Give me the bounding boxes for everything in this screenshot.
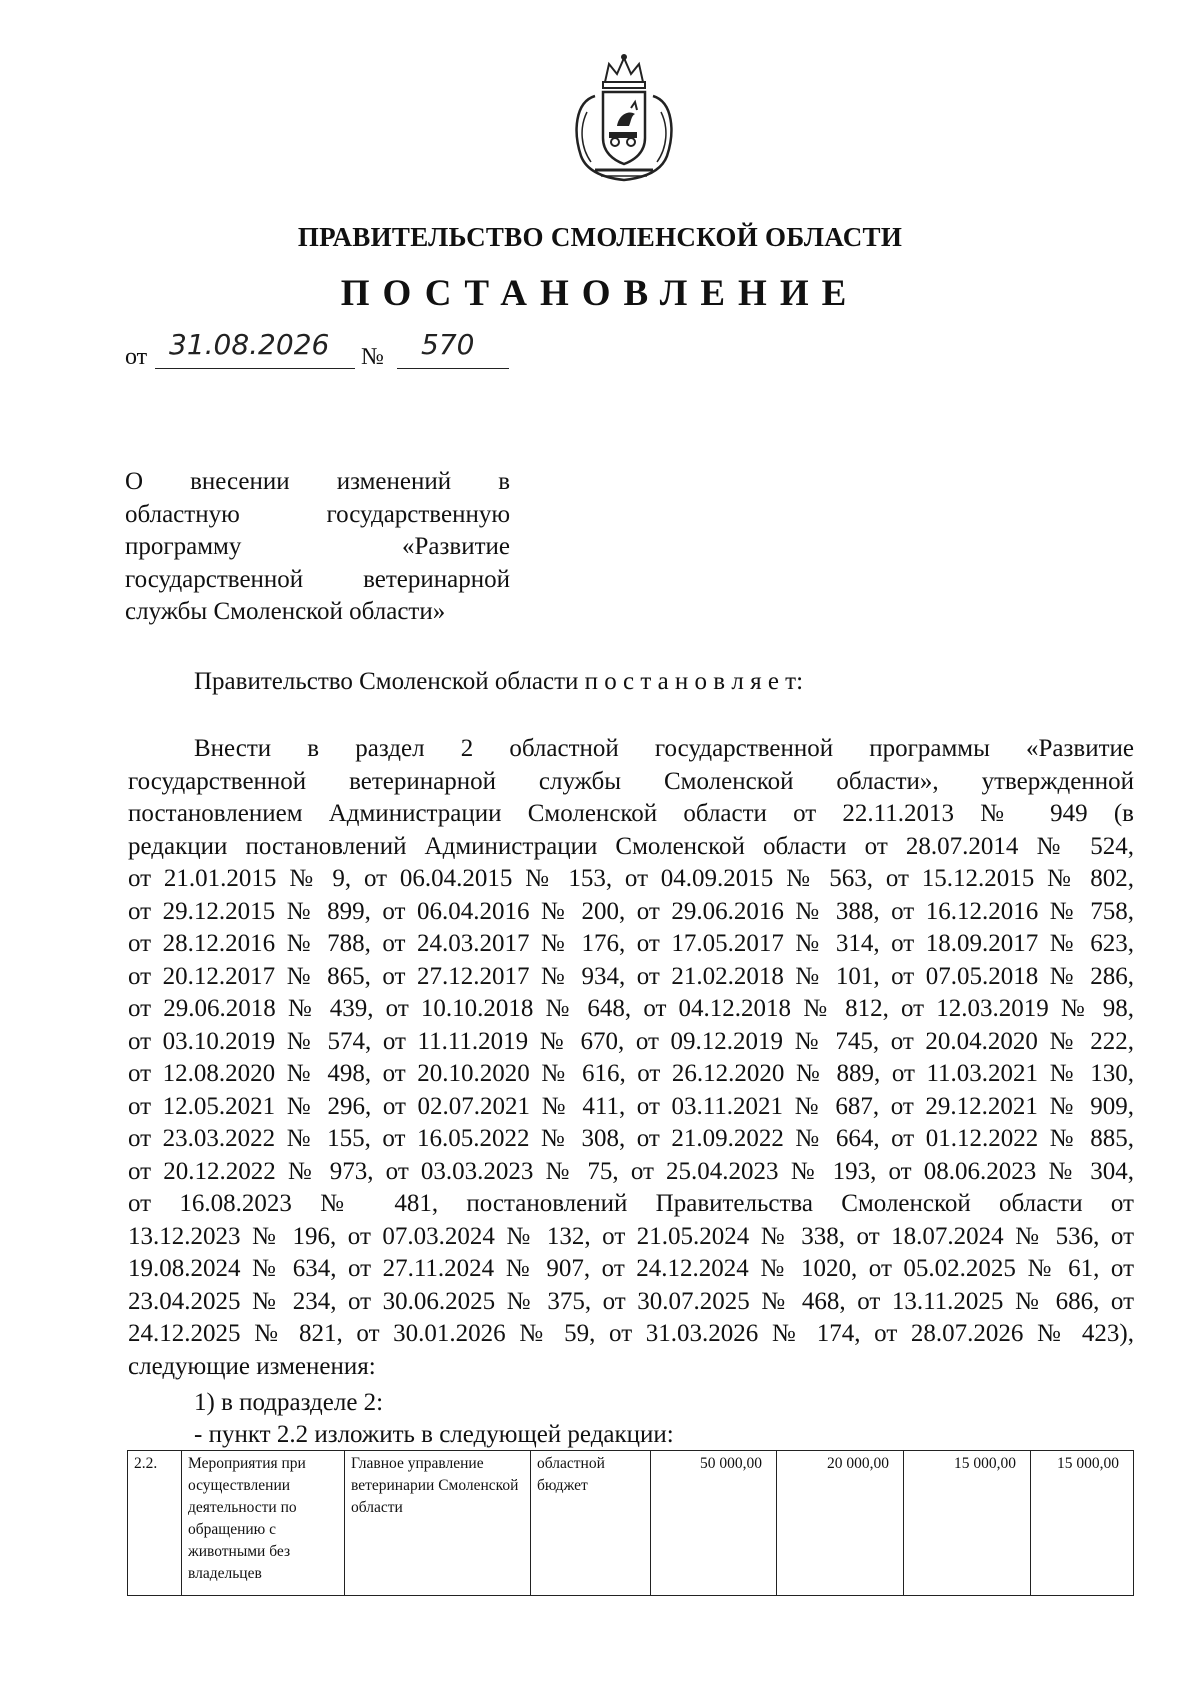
body-line: от 20.12.2022 № 973, от 03.03.2023 № 75, от 25.04.2023 № 193, от 08.06.2023 № 304, — [128, 1157, 1134, 1185]
number-underline — [397, 368, 509, 369]
subject-line: службы Смоленской области» — [125, 598, 446, 625]
number-handwritten: 570 — [421, 328, 475, 361]
body-line: редакции постановлений Администрации Смоленской области от 28.07.2014 № 524, — [128, 832, 1134, 860]
subject-line: областную государственную — [125, 500, 510, 528]
list-item: 1) в подразделе 2: — [194, 1389, 384, 1416]
table-cell-year-2: 15 000,00 — [904, 1451, 1031, 1596]
body-line: от 23.03.2022 № 155, от 16.05.2022 № 308, от 21.09.2022 № 664, от 01.12.2022 № 885, — [128, 1125, 1134, 1152]
table-cell-total: 50 000,00 — [651, 1451, 777, 1596]
document-subject — [125, 466, 510, 629]
body-line: от 29.06.2018 № 439, от 10.10.2018 № 648, от 04.12.2018 № 812, от 12.03.2019 № 98, — [128, 995, 1134, 1022]
list-item: - пункт 2.2 изложить в следующей редакции: — [194, 1421, 674, 1448]
table-cell-year-3: 15 000,00 — [1031, 1451, 1134, 1596]
body-line: постановлением Администрации Смоленской области от 22.11.2013 № 949 (в — [128, 800, 1134, 827]
table-cell-measure: Мероприятия при осуществлении деятельности по обращению с животными без владельцев — [182, 1451, 345, 1596]
subject-line: программу «Развитие — [125, 533, 510, 560]
table-cell-number: 2.2. — [128, 1451, 182, 1596]
coat-of-arms-icon — [565, 52, 683, 184]
subject-line: государственной ветеринарной — [125, 565, 510, 593]
table-cell-executor: Главное управление ветеринарии Смоленской области — [345, 1451, 531, 1596]
date-underline — [155, 368, 355, 369]
body-line: от 21.01.2015 № 9, от 06.04.2015 № 153, от 04.09.2015 № 563, от 15.12.2015 № 802, — [128, 865, 1134, 892]
body-line: от 29.12.2015 № 899, от 06.04.2016 № 200, от 29.06.2016 № 388, от 16.12.2016 № 758, — [128, 897, 1134, 925]
number-label: № — [361, 344, 384, 370]
body-line: следующие изменения: — [128, 1352, 376, 1380]
program-table — [127, 1450, 1134, 1596]
body-line: от 12.05.2021 № 296, от 02.07.2021 № 411, от 03.11.2021 № 687, от 29.12.2021 № 909, — [128, 1092, 1134, 1120]
body-line: Внести в раздел 2 областной государственной программы «Развитие — [194, 735, 1134, 762]
decree-statement: Правительство Смоленской области п о с т а н о в л я е т: — [194, 668, 804, 695]
body-line: 13.12.2023 № 196, от 07.03.2024 № 132, от 21.05.2024 № 338, от 18.07.2024 № 536, от — [128, 1222, 1134, 1250]
date-number-line — [125, 328, 545, 372]
body-line: от 20.12.2017 № 865, от 27.12.2017 № 934, от 21.02.2018 № 101, от 07.05.2018 № 286, — [128, 962, 1134, 990]
table-cell-funding-source: областной бюджет — [531, 1451, 651, 1596]
body-line: от 03.10.2019 № 574, от 11.11.2019 № 670, от 09.12.2019 № 745, от 20.04.2020 № 222, — [128, 1027, 1134, 1055]
issuing-authority: ПРАВИТЕЛЬСТВО СМОЛЕНСКОЙ ОБЛАСТИ — [297, 222, 903, 252]
table-cell-year-1: 20 000,00 — [777, 1451, 904, 1596]
date-handwritten: 31.08.2026 — [169, 328, 330, 361]
body-line: от 16.08.2023 № 481, постановлений Правительства Смоленской области от — [128, 1190, 1134, 1217]
body-line: государственной ветеринарной службы Смоленской области», утвержденной — [128, 767, 1134, 795]
table-row — [128, 1451, 1134, 1596]
body-line: 23.04.2025 № 234, от 30.06.2025 № 375, от 30.07.2025 № 468, от 13.11.2025 № 686, от — [128, 1287, 1134, 1315]
subject-line: О внесении изменений в — [125, 468, 510, 495]
date-label: от — [125, 344, 148, 370]
body-line: от 28.12.2016 № 788, от 24.03.2017 № 176, от 17.05.2017 № 314, от 18.09.2017 № 623, — [128, 930, 1134, 957]
document-type-title: ПОСТАНОВЛЕНИЕ — [340, 273, 860, 314]
body-paragraph — [128, 733, 1134, 1383]
body-line: 19.08.2024 № 634, от 27.11.2024 № 907, от 24.12.2024 № 1020, от 05.02.2025 № 61, от — [128, 1255, 1134, 1282]
body-line: от 12.08.2020 № 498, от 20.10.2020 № 616, от 26.12.2020 № 889, от 11.03.2021 № 130, — [128, 1060, 1134, 1087]
body-line: 24.12.2025 № 821, от 30.01.2026 № 59, от 31.03.2026 № 174, от 28.07.2026 № 423), — [128, 1320, 1134, 1347]
